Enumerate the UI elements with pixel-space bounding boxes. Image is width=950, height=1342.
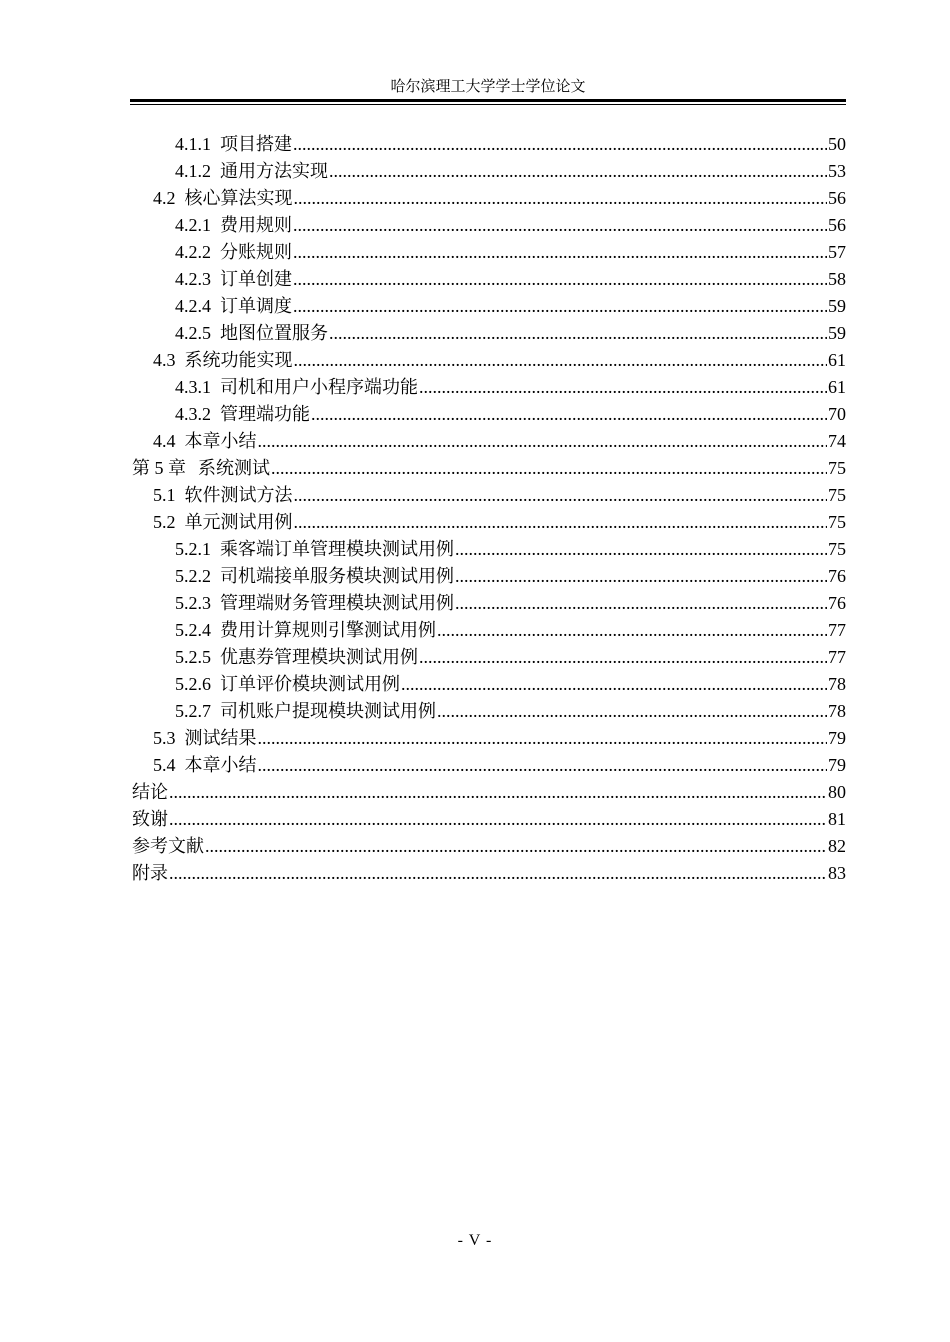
toc-entry-title: 地图位置服务 [220,323,328,343]
toc-entry-number: 5.2.7 [175,701,211,721]
toc-entry[interactable] [132,671,846,698]
toc-entry-page: 79 [828,755,846,775]
toc-dot-leader [329,158,827,185]
toc-entry-page: 75 [828,458,846,478]
toc-entry-page: 76 [828,593,846,613]
toc-entry-page: 74 [828,431,846,451]
toc-entry-title: 致谢 [132,809,168,829]
toc-entry[interactable] [132,455,846,482]
toc-entry-page: 77 [828,647,846,667]
toc-entry-title: 费用计算规则引擎测试用例 [220,620,436,640]
toc-entry[interactable] [132,698,846,725]
toc-entry-number: 4.2.2 [175,242,211,262]
toc-entry-page: 80 [828,782,846,802]
toc-entry-number: 4.2 [153,188,176,208]
toc-dot-leader [294,482,828,509]
toc-entry-page: 61 [828,350,846,370]
toc-entry-number: 4.4 [153,431,176,451]
toc-dot-leader [205,833,827,860]
toc-dot-leader [455,536,827,563]
toc-entry-number: 5.4 [153,755,176,775]
toc-entry[interactable] [132,401,846,428]
toc-entry-title: 通用方法实现 [220,161,328,181]
toc-entry-page: 59 [828,323,846,343]
toc-entry-title: 结论 [132,782,168,802]
toc-dot-leader [293,131,827,158]
toc-entry-number: 5.2 [153,512,176,532]
toc-entry-number: 4.1.1 [175,134,211,154]
toc-entry-title: 核心算法实现 [184,188,293,208]
toc-dot-leader [437,617,827,644]
toc-entry[interactable] [132,374,846,401]
toc-dot-leader [455,590,827,617]
toc-entry-page: 79 [828,728,846,748]
toc-entry-title: 订单评价模块测试用例 [220,674,400,694]
toc-entry-number: 5.2.3 [175,593,211,613]
toc-entry-title: 司机端接单服务模块测试用例 [220,566,454,586]
toc-dot-leader [294,185,828,212]
toc-entry[interactable] [132,347,846,374]
toc-entry[interactable] [132,779,846,806]
toc-dot-leader [401,671,827,698]
toc-entry-number: 5.2.2 [175,566,211,586]
toc-entry[interactable] [132,131,846,158]
toc-dot-leader [419,644,827,671]
toc-entry-page: 83 [828,863,846,883]
toc-dot-leader [311,401,827,428]
toc-entry-page: 56 [828,188,846,208]
toc-entry-number: 4.2.4 [175,296,211,316]
toc-dot-leader [293,239,827,266]
toc-entry[interactable] [132,428,846,455]
toc-entry-page: 82 [828,836,846,856]
toc-dot-leader [293,293,827,320]
running-header: 哈尔滨理工大学学士学位论文 [390,79,586,95]
toc-entry-page: 61 [828,377,846,397]
toc-entry-page: 75 [828,512,846,532]
toc-entry-page: 76 [828,566,846,586]
toc-entry-title: 订单调度 [220,296,292,316]
toc-entry-number: 4.2.3 [175,269,211,289]
toc-entry-title: 订单创建 [220,269,292,289]
toc-entry[interactable] [132,158,846,185]
toc-entry-number: 第 5 章 [132,458,186,478]
toc-entry-title: 司机账户提现模块测试用例 [220,701,436,721]
toc-dot-leader [293,212,827,239]
toc-entry-page: 75 [828,485,846,505]
toc-dot-leader [271,455,827,482]
toc-entry-number: 4.3 [153,350,176,370]
toc-entry[interactable] [132,806,846,833]
toc-entry-title: 本章小结 [184,431,257,451]
toc-entry-number: 4.2.5 [175,323,211,343]
toc-dot-leader [437,698,827,725]
toc-dot-leader [329,320,827,347]
toc-entry-title: 系统功能实现 [184,350,293,370]
toc-entry-page: 57 [828,242,846,262]
toc-entry[interactable] [132,644,846,671]
toc-entry-page: 58 [828,269,846,289]
toc-entry-title: 费用规则 [220,215,292,235]
toc-entry[interactable] [132,725,846,752]
toc-entry[interactable] [132,293,846,320]
toc-entry[interactable] [132,482,846,509]
toc-entry-number: 4.3.1 [175,377,211,397]
toc-entry-title: 管理端财务管理模块测试用例 [220,593,454,613]
table-of-contents [132,131,846,887]
toc-dot-leader [169,860,827,887]
toc-entry[interactable] [132,266,846,293]
toc-entry[interactable] [132,752,846,779]
toc-entry-page: 56 [828,215,846,235]
toc-entry-page: 59 [828,296,846,316]
toc-entry[interactable] [132,185,846,212]
toc-entry[interactable] [132,509,846,536]
toc-entry-title: 单元测试用例 [184,512,293,532]
toc-dot-leader [419,374,827,401]
toc-dot-leader [294,509,828,536]
toc-entry-page: 78 [828,701,846,721]
toc-entry[interactable] [132,563,846,590]
toc-entry-title: 参考文献 [132,836,204,856]
toc-entry-title: 管理端功能 [220,404,310,424]
toc-entry[interactable] [132,860,846,887]
toc-dot-leader [169,806,827,833]
toc-entry-page: 70 [828,404,846,424]
toc-entry-number: 5.2.5 [175,647,211,667]
header-rule-thick [130,99,846,102]
toc-entry-number: 4.2.1 [175,215,211,235]
toc-entry-number: 5.2.6 [175,674,211,694]
toc-dot-leader [293,266,827,293]
toc-entry-title: 优惠券管理模块测试用例 [220,647,418,667]
toc-entry-title: 附录 [132,863,168,883]
toc-entry-page: 81 [828,809,846,829]
toc-entry-title: 乘客端订单管理模块测试用例 [220,539,454,559]
toc-dot-leader [294,347,828,374]
toc-entry-title: 本章小结 [184,755,257,775]
toc-entry-page: 53 [828,161,846,181]
toc-entry-page: 77 [828,620,846,640]
toc-entry-number: 5.2.4 [175,620,211,640]
toc-dot-leader [258,752,828,779]
toc-entry[interactable] [132,320,846,347]
toc-entry-title: 软件测试方法 [184,485,293,505]
toc-entry-title: 系统测试 [198,458,270,478]
toc-entry-number: 5.3 [153,728,176,748]
toc-entry-number: 4.3.2 [175,404,211,424]
toc-entry-title: 分账规则 [220,242,292,262]
toc-entry-number: 5.1 [153,485,176,505]
toc-dot-leader [258,725,828,752]
toc-entry-page: 50 [828,134,846,154]
toc-entry-title: 司机和用户小程序端功能 [220,377,418,397]
page-number: - V - [457,1232,493,1249]
toc-entry[interactable] [132,617,846,644]
toc-entry[interactable] [132,833,846,860]
toc-dot-leader [258,428,828,455]
toc-entry-number: 4.1.2 [175,161,211,181]
toc-entry-number: 5.2.1 [175,539,211,559]
toc-entry[interactable] [132,212,846,239]
toc-entry-page: 75 [828,539,846,559]
toc-entry[interactable] [132,239,846,266]
toc-dot-leader [455,563,827,590]
toc-entry[interactable] [132,536,846,563]
toc-entry-title: 项目搭建 [220,134,292,154]
toc-entry-title: 测试结果 [184,728,257,748]
toc-entry[interactable] [132,590,846,617]
toc-entry-page: 78 [828,674,846,694]
header-rule-thin [130,104,846,105]
toc-dot-leader [169,779,827,806]
